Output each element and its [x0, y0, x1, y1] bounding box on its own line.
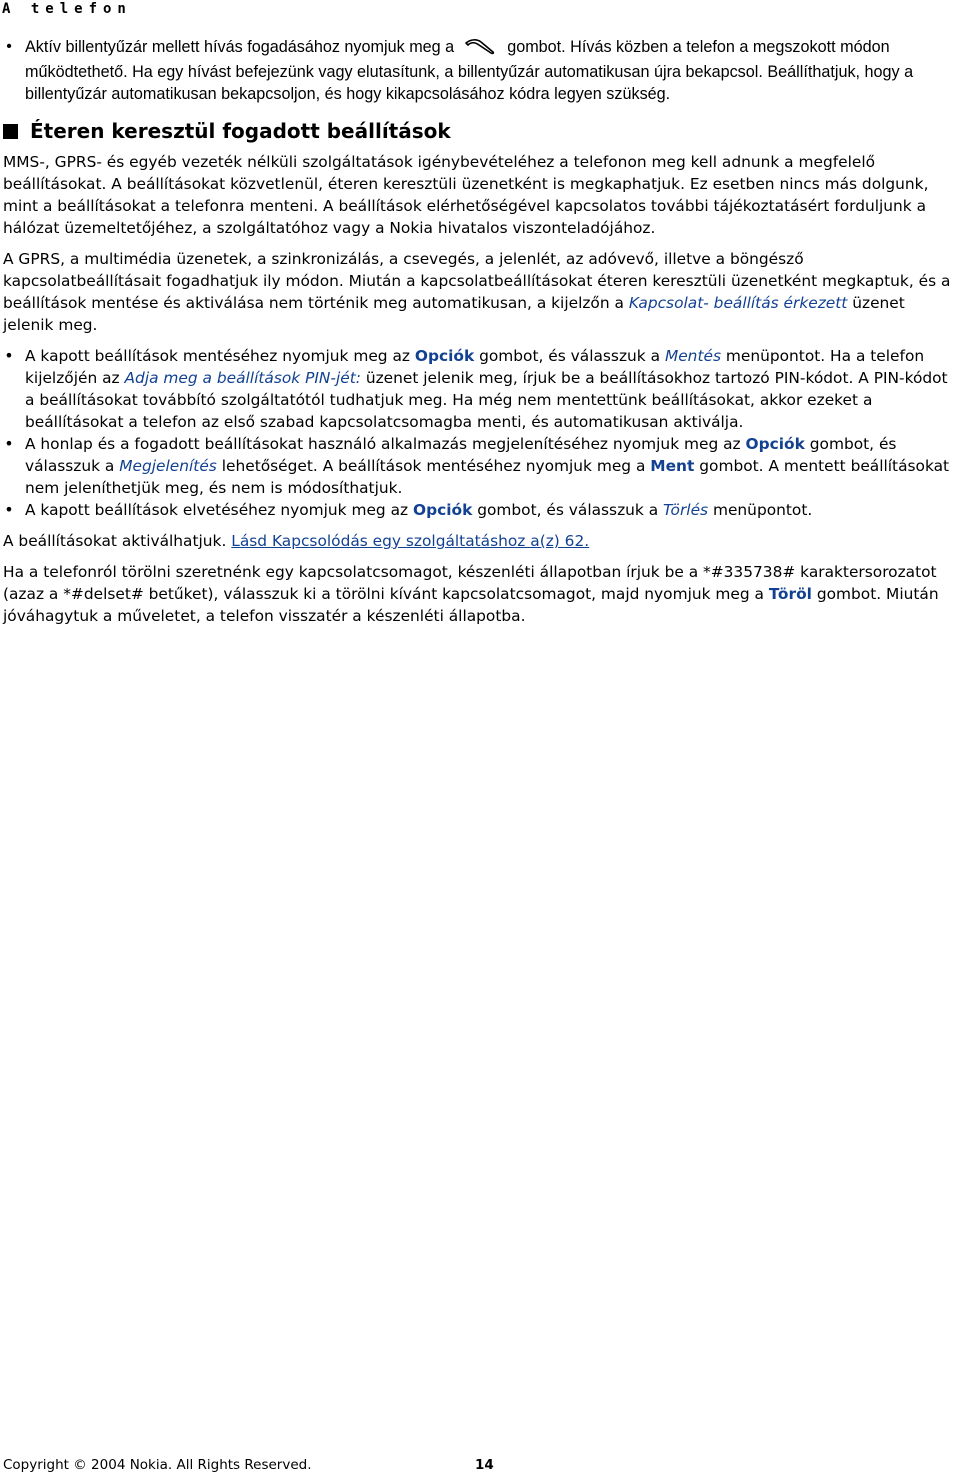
paragraph-text: gombot. Miután jóváhagytuk a műveletet, a telefon visszatér a készenléti állapotba.	[3, 585, 939, 625]
step-text: gombot, és válasszuk a	[477, 501, 659, 519]
menu-option-delete: Törlés	[663, 501, 709, 519]
list-item	[3, 345, 958, 433]
paragraph-text: Ha a telefonról törölni szeretnénk egy kapcsolatcsomagot, készenléti állapotban írjuk be a *#335738# karaktersorozatot (azaz a *#delset# betűket), válasszuk ki a törölni kívánt kapcsolatcsomagot, majd nyomjuk meg a	[3, 563, 937, 603]
document-body	[3, 36, 958, 627]
list-item	[3, 36, 958, 105]
section-marker-icon	[3, 124, 18, 139]
call-key-icon	[463, 37, 499, 61]
options-command: Opciók	[745, 435, 805, 453]
step-text: A kapott beállítások elvetéséhez nyomjuk meg az	[25, 501, 409, 519]
step-text: gombot, és válasszuk a	[479, 347, 661, 365]
bullet-icon: •	[4, 346, 14, 365]
step-text: üzenet jelenik meg, írjuk be a beállításokhoz tartozó PIN-kódot. A PIN-kódot a beállításokat továbbító szolgáltatótól tudhatjuk meg. Ha még nem mentettünk beállításokat, akkor ezeket a beállításokat a telefon az első szabad kapcsolatcsomagba menti, és automatikusan aktiválja.	[25, 369, 948, 431]
bullet-icon: •	[4, 434, 14, 453]
section-heading	[3, 117, 958, 145]
steps-list	[3, 345, 958, 521]
intro-text-part2: gombot. Hívás közben a telefon a megszokott módon működtethető. Ha egy hívást befejezünk vagy elutasítunk, a billentyűzár automatikusan újra bekapcsol. Beállíthatjuk, hogy a billentyűzár automatikusan bekapcsoljon, és hogy kikapcsolásához kódra legyen szükség.	[25, 38, 914, 103]
menu-option-view: Megjelenítés	[119, 457, 217, 475]
save-command: Ment	[650, 457, 695, 475]
step-text: gombot. A mentett beállításokat nem jeleníthetjük meg, és nem is módosíthatjuk.	[25, 457, 950, 497]
running-head: A telefon	[2, 1, 132, 17]
page-number: 14	[475, 1457, 494, 1473]
options-command: Opciók	[414, 347, 475, 365]
copyright-text: Copyright © 2004 Nokia. All Rights Reserved.	[3, 1457, 312, 1473]
bullet-icon: •	[4, 500, 14, 519]
paragraph-text: üzenet jelenik meg.	[3, 294, 905, 334]
section-paragraph-1: MMS-, GPRS- és egyéb vezeték nélküli szolgáltatások igénybevételéhez a telefonon meg kell adnunk a megfelelő beállításokat. A beállításokat közvetlenül, éteren keresztüli üzenetként is megkaphatjuk. Ez esetben nincs más dolgunk, mint a beállításokat a telefonra menteni. A beállítások elérhetőségével kapcsolatos további tájékoztatásért forduljunk a hálózat üzemeltetőjéhez, a szolgáltatóhoz vagy a Nokia hivatalos viszonteladójához.	[3, 153, 929, 237]
section-paragraph-2	[3, 248, 958, 336]
step-text: gombot, és válasszuk a	[25, 435, 897, 475]
list-item	[3, 499, 958, 521]
delete-paragraph	[3, 561, 958, 627]
activation-text: A beállításokat aktiválhatjuk.	[3, 532, 227, 550]
step-text: A honlap és a fogadott beállításokat használó alkalmazás megjelenítéséhez nyomjuk meg az	[25, 435, 741, 453]
options-command: Opciók	[413, 501, 473, 519]
cross-reference-link[interactable]: Lásd Kapcsolódás egy szolgáltatáshoz a(z) 62.	[231, 532, 590, 550]
menu-message-label: Kapcsolat- beállítás érkezett	[628, 294, 848, 312]
step-text: lehetőséget. A beállítások mentéséhez nyomjuk meg a	[221, 457, 646, 475]
intro-text-part1: Aktív billentyűzár mellett hívás fogadásához nyomjuk meg a	[25, 38, 455, 56]
step-text: A kapott beállítások mentéséhez nyomjuk meg az	[25, 347, 410, 365]
step-text: menüpontot. Ha a telefon kijelzőjén az	[25, 347, 925, 387]
menu-option-save: Mentés	[664, 347, 721, 365]
list-item	[3, 433, 958, 499]
paragraph-text: A GPRS, a multimédia üzenetek, a szinkronizálás, a csevegés, a jelenlét, az adóvevő, illetve a böngésző kapcsolatbeállításait fogadhatjuk ily módon. Miután a kapcsolatbeállításokat éteren keresztüli üzenetként megkaptuk, és a beállítások mentése és aktiválása nem történik meg automatikusan, a kijelzőn a	[3, 250, 951, 312]
delete-command: Töröl	[768, 585, 812, 603]
bullet-icon: •	[6, 38, 12, 55]
step-text: menüpontot.	[712, 501, 813, 519]
pin-prompt-label: Adja meg a beállítások PIN-jét:	[124, 369, 361, 387]
intro-list	[3, 36, 958, 105]
section-title: Éteren keresztül fogadott beállítások	[30, 119, 451, 143]
activation-paragraph	[3, 530, 958, 552]
